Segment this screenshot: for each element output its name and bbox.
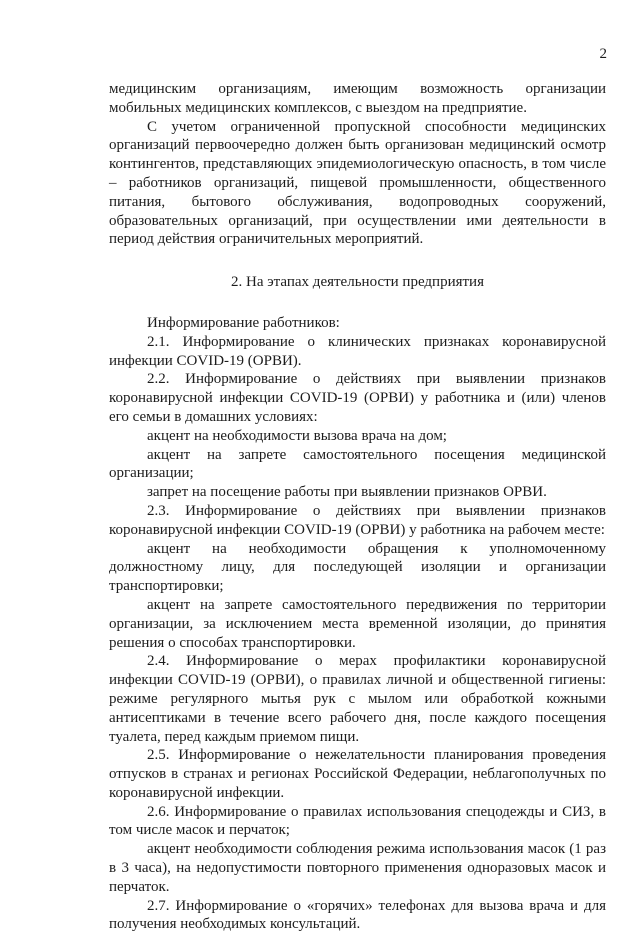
section-paragraph: 2.7. Информирование о «горячих» телефонах для вызова врача и для получения необходимых консультаций. [109,897,606,933]
document-body [109,80,606,934]
section-paragraph: 2.3. Информирование о действиях при выявлении признаков коронавирусной инфекции COVID-19 (ОРВИ) у работника на рабочем месте: [109,502,606,538]
section-paragraph: 2.6. Информирование о правилах использования спецодежды и СИЗ, в том числе масок и перчаток; [109,803,606,839]
intro-paragraph: С учетом ограниченной пропускной способности медицинских организаций первоочередно должен быть организован медицинский осмотр контингентов, представляющих эпидемиологическую опасность, в том числе – работников организаций, пищевой промышленности, общественного питания, бытового обслуживания, водопроводных сооружений, образовательных организаций, при осуществлении ими деятельности в период действия ограничительных мероприятий. [109,118,606,248]
section-paragraph: 2.4. Информирование о мерах профилактики коронавирусной инфекции COVID-19 (ОРВИ), о правилах личной и общественной гигиены: режиме регулярного мытья рук с мылом или обработкой кожными антисептиками в течение всего рабочего дня, после каждого посещения туалета, перед каждым приемом пищи. [109,653,606,745]
section-paragraph: акцент на необходимости вызова врача на дом; [147,427,447,444]
section-paragraph: 2.1. Информирование о клинических признаках коронавирусной инфекции COVID-19 (ОРВИ). [109,333,606,369]
section-paragraph: 2.5. Информирование о нежелательности планирования проведения отпусков в странах и регионах Российской Федерации, неблагополучных по коронавирусной инфекции. [109,747,606,801]
section-paragraph: акцент на запрете самостоятельного посещения медицинской организации; [109,446,606,482]
section-heading: 2. На этапах деятельности предприятия [231,274,484,291]
section-paragraph: 2.2. Информирование о действиях при выявлении признаков коронавирусной инфекции COVID-19 (ОРВИ) у работника и (или) членов его семьи в домашних условиях: [109,371,606,425]
section-paragraph: запрет на посещение работы при выявлении признаков ОРВИ. [147,484,547,501]
page-number: 2 [599,46,607,62]
section-paragraph: Информирование работников: [147,314,340,331]
intro-paragraph: медицинским организациям, имеющим возможность организации мобильных медицинских комплексов, с выездом на предприятие. [109,81,606,116]
section-paragraph: акцент на необходимости обращения к уполномоченному должностному лицу, для последующей изоляции и организации транспортировки; [109,540,606,595]
section-paragraph: акцент на запрете самостоятельного передвижения по территории организации, за исключением места временной изоляции, до принятия решения о способах транспортировки. [109,596,606,651]
section-paragraph: акцент необходимости соблюдения режима использования масок (1 раз в 3 часа), на недопустимости повторного применения одноразовых масок и перчаток. [109,841,606,895]
